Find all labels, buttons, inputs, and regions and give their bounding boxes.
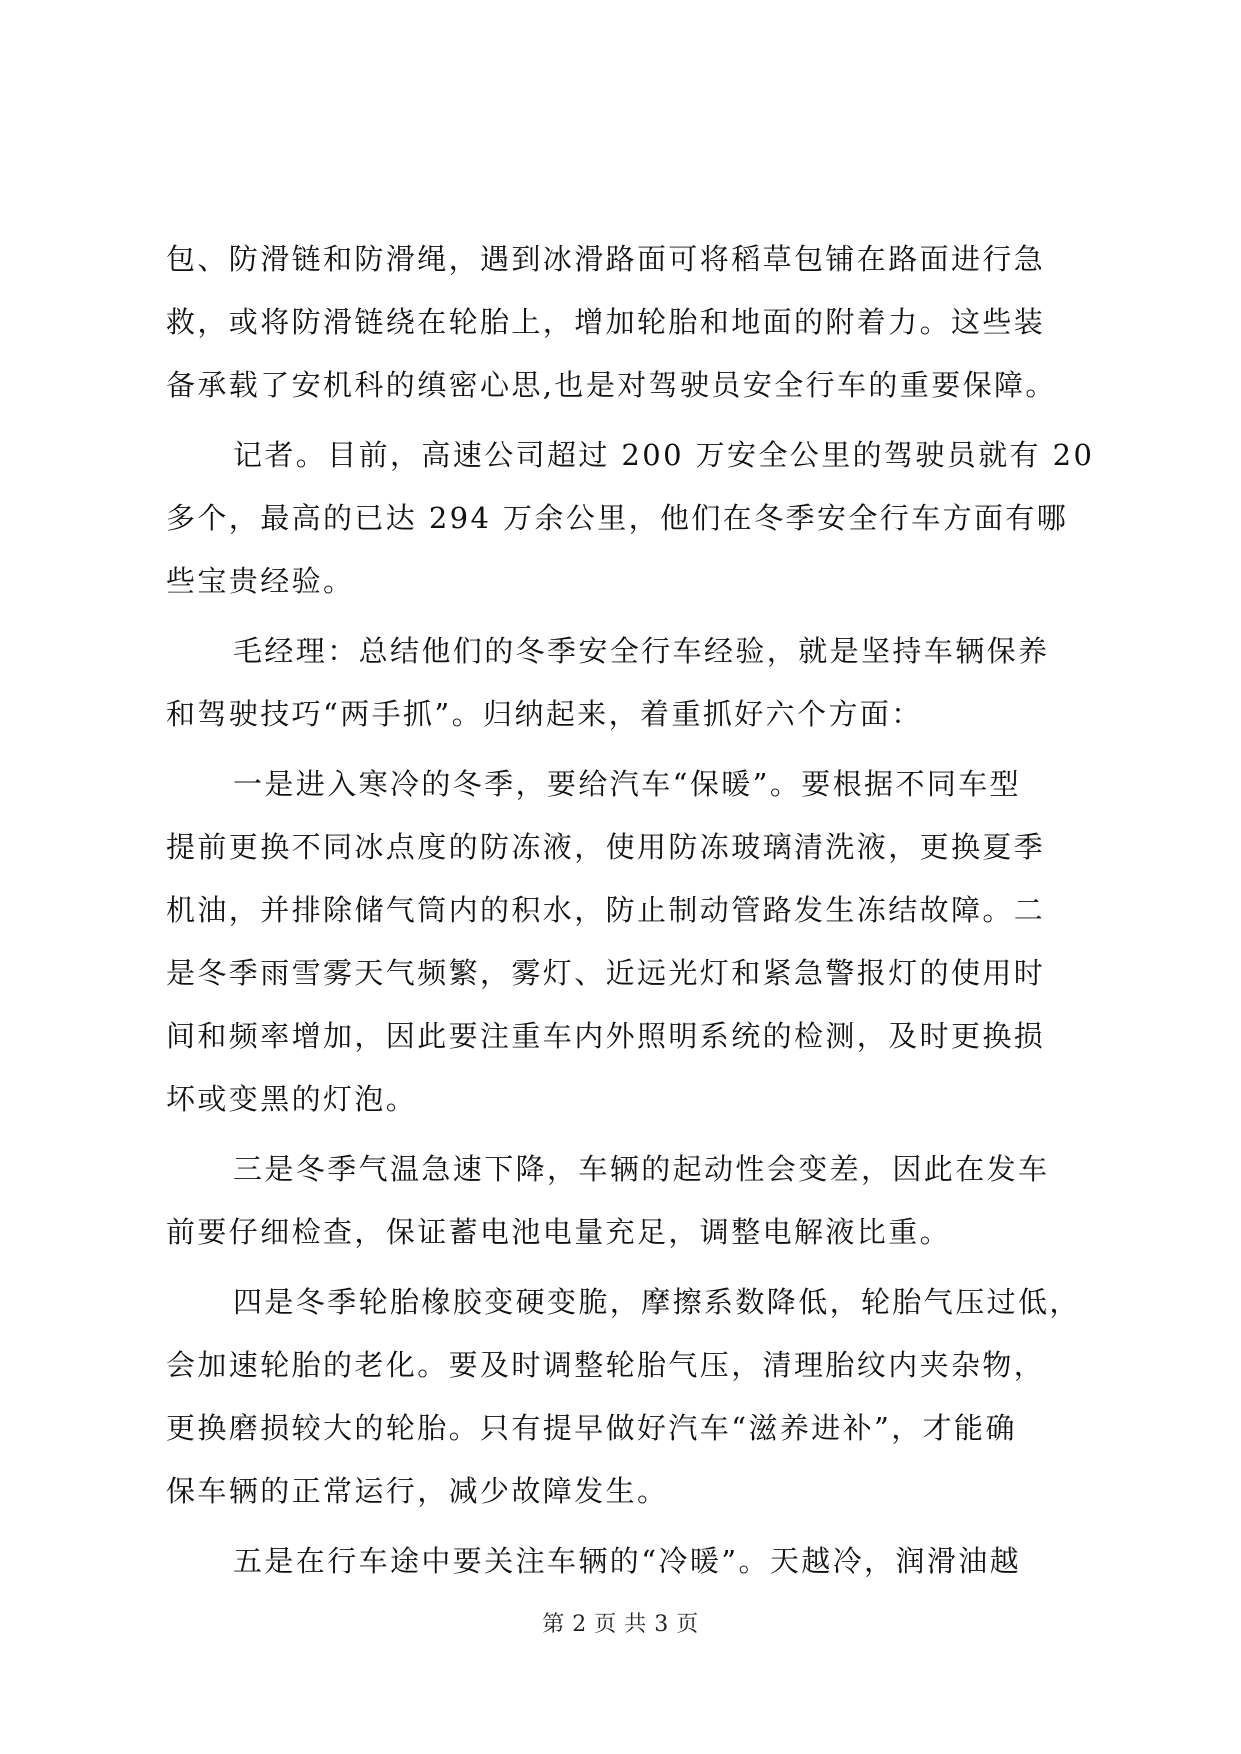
paragraph-4-line: 间和频率增加，因此要注重车内外照明系统的检测，及时更换损 xyxy=(166,1019,1046,1053)
paragraph-6-line: 更换磨损较大的轮胎。只有提早做好汽车“滋养进补”，才能确 xyxy=(166,1411,1017,1445)
paragraph-4-line: 是冬季雨雪雾天气频繁，雾灯、近远光灯和紧急警报灯的使用时 xyxy=(166,956,1046,990)
paragraph-4-line: 一是进入寒冷的冬季，要给汽车“保暖”。要根据不同车型 xyxy=(233,767,1022,801)
paragraph-5-line: 三是冬季气温急速下降，车辆的起动性会变差，因此在发车 xyxy=(233,1152,1050,1186)
paragraph-2-line: 多个，最高的已达 294 万余公里，他们在冬季安全行车方面有哪 xyxy=(166,501,1069,535)
paragraph-2-line: 记者。目前，高速公司超过 200 万安全公里的驾驶员就有 20 xyxy=(233,438,1095,472)
paragraph-4-line: 提前更换不同冰点度的防冻液，使用防冻玻璃清洗液，更换夏季 xyxy=(166,830,1046,864)
paragraph-1-line: 包、防滑链和防滑绳，遇到冰滑路面可将稻草包铺在路面进行急 xyxy=(166,242,1046,276)
paragraph-1-line: 备承载了安机科的缜密心思,也是对驾驶员安全行车的重要保障。 xyxy=(166,368,1057,402)
page-footer: 第 2 页 共 3 页 xyxy=(542,1612,699,1637)
paragraph-3-line: 毛经理：总结他们的冬季安全行车经验，就是坚持车辆保养 xyxy=(233,634,1050,668)
paragraph-1-line: 救，或将防滑链绕在轮胎上，增加轮胎和地面的附着力。这些装 xyxy=(166,305,1046,339)
paragraph-4-line: 坏或变黑的灯泡。 xyxy=(166,1082,418,1116)
paragraph-2-line: 些宝贵经验。 xyxy=(166,564,355,598)
paragraph-7-line: 五是在行车途中要关注车辆的“冷暖”。天越冷，润滑油越 xyxy=(233,1544,1022,1578)
paragraph-3-line: 和驾驶技巧“两手抓”。归纳起来，着重抓好六个方面： xyxy=(166,697,923,731)
paragraph-5-line: 前要仔细检查，保证蓄电池电量充足，调整电解液比重。 xyxy=(166,1215,952,1249)
paragraph-6-line: 四是冬季轮胎橡胶变硬变脆，摩擦系数降低，轮胎气压过低， xyxy=(233,1285,1081,1319)
paragraph-6-line: 保车辆的正常运行，减少故障发生。 xyxy=(166,1474,669,1508)
document-body xyxy=(166,228,1096,1593)
paragraph-6-line: 会加速轮胎的老化。要及时调整轮胎气压，清理胎纹内夹杂物， xyxy=(166,1348,1046,1382)
paragraph-4-line: 机油，并排除储气筒内的积水，防止制动管路发生冻结故障。二 xyxy=(166,893,1046,927)
